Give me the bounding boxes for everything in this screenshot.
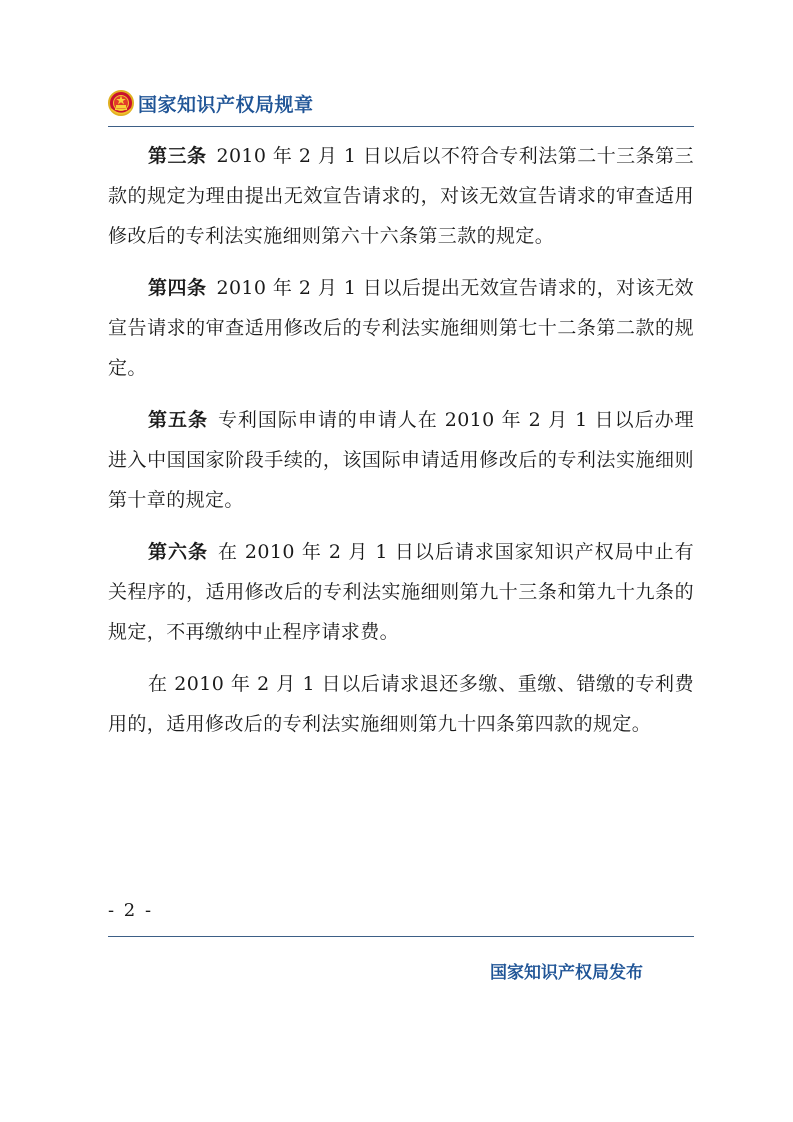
page-number: - 2 - bbox=[108, 900, 154, 921]
article-text: 在 2010 年 2 月 1 日以后请求国家知识产权局中止有关程序的，适用修改后的专利法实施细则第九十三条和第九十九条的规定，不再缴纳中止程序请求费。 bbox=[108, 541, 694, 643]
article-4 bbox=[108, 268, 694, 388]
footer-divider bbox=[108, 936, 694, 937]
article-label: 第三条 bbox=[148, 145, 207, 167]
article-label: 第四条 bbox=[148, 277, 207, 299]
article-text: 在 2010 年 2 月 1 日以后请求退还多缴、重缴、错缴的专利费用的，适用修改后的专利法实施细则第九十四条第四款的规定。 bbox=[108, 673, 694, 735]
article-label: 第六条 bbox=[148, 541, 208, 563]
article-text: 专利国际申请的申请人在 2010 年 2 月 1 日以后办理进入中国国家阶段手续的，该国际申请适用修改后的专利法实施细则第十章的规定。 bbox=[108, 409, 694, 511]
footer-publisher: 国家知识产权局发布 bbox=[490, 963, 643, 983]
article-text: 2010 年 2 月 1 日以后提出无效宣告请求的，对该无效宣告请求的审查适用修改后的专利法实施细则第七十二条第二款的规定。 bbox=[108, 277, 695, 379]
document-body bbox=[108, 136, 694, 756]
article-6-paragraph-2 bbox=[108, 664, 694, 744]
article-5 bbox=[108, 400, 694, 520]
article-6 bbox=[108, 532, 694, 652]
header-title: 国家知识产权局规章 bbox=[138, 93, 314, 116]
page-header bbox=[108, 86, 694, 120]
article-3 bbox=[108, 136, 694, 256]
article-label: 第五条 bbox=[148, 409, 208, 431]
header-divider bbox=[108, 126, 694, 127]
national-emblem-icon bbox=[108, 89, 134, 117]
article-text: 2010 年 2 月 1 日以后以不符合专利法第二十三条第三款的规定为理由提出无效宣告请求的，对该无效宣告请求的审查适用修改后的专利法实施细则第六十六条第三款的规定。 bbox=[108, 145, 695, 247]
